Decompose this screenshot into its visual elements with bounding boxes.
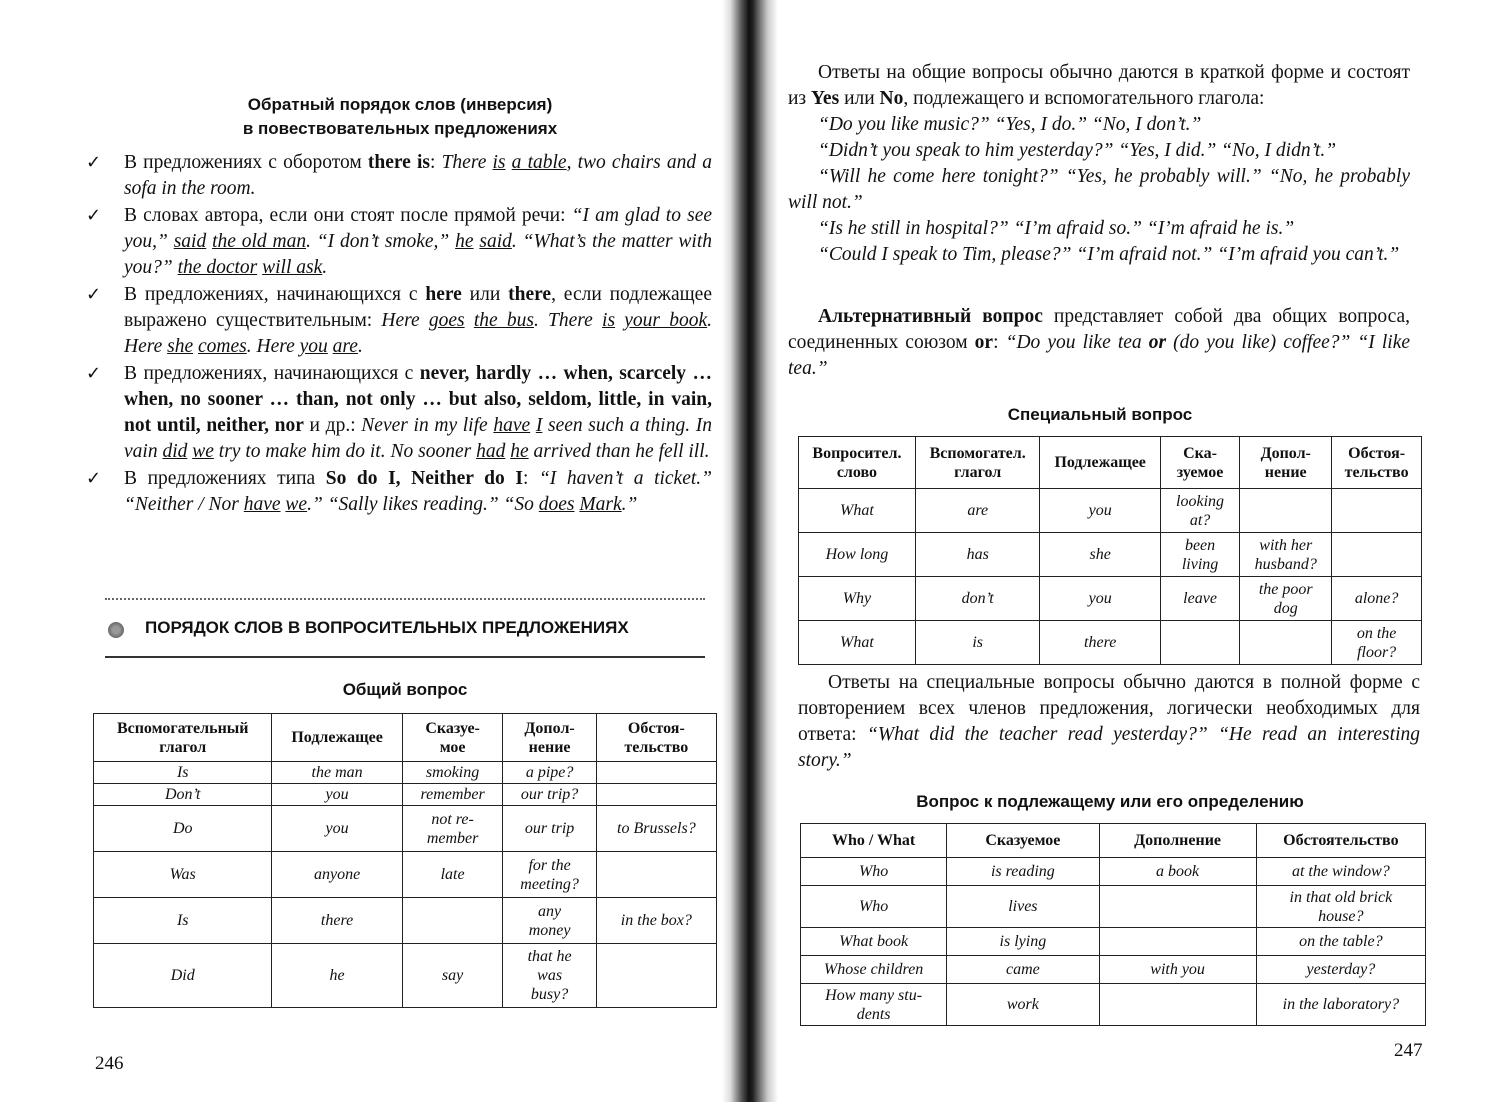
table-cell: you xyxy=(1040,489,1160,533)
table-row xyxy=(801,984,1426,1026)
checkmark-icon: ✓ xyxy=(86,284,102,305)
checkmark-icon: ✓ xyxy=(86,468,102,489)
text-run: she xyxy=(167,336,194,357)
text-run: he xyxy=(455,231,474,252)
table-cell: in the box? xyxy=(596,898,716,944)
table-cell: Was xyxy=(94,852,272,898)
text-run: you xyxy=(299,336,328,357)
table-cell: yesterday? xyxy=(1256,956,1425,984)
table-cell: leave xyxy=(1160,577,1239,621)
example-dialogue: “Is he still in hospital?” “I’m afraid so.” “I’m afraid he is.” xyxy=(818,218,1295,239)
text-run: представляет собой два общих вопроса, соединенных союзом xyxy=(788,306,1410,353)
table-cell: came xyxy=(947,956,1099,984)
table-cell: you xyxy=(272,784,402,806)
special-question-title: Специальный вопрос xyxy=(1007,405,1193,424)
text-run: said xyxy=(479,231,512,252)
table-cell: How many stu- dents xyxy=(801,984,947,1026)
table-cell xyxy=(1332,533,1422,577)
table-cell: our trip? xyxy=(503,784,596,806)
page-number-left: 246 xyxy=(95,1053,124,1074)
text-run: is xyxy=(602,310,616,331)
inversion-heading-line2: в повествовательных предложениях xyxy=(242,119,558,138)
table-cell: that he was busy? xyxy=(503,944,596,1008)
text-run: .” “Sally likes reading.” “So xyxy=(307,494,539,515)
table-cell: is lying xyxy=(947,928,1099,956)
table-cell: you xyxy=(272,806,402,852)
inversion-heading-line1: Обратный порядок слов (инверсия) xyxy=(247,95,553,114)
inversion-heading xyxy=(120,93,680,141)
text-run: , two chairs and a sofa in the room. xyxy=(124,152,712,199)
text-run: had xyxy=(476,441,506,462)
column-header: Обстоя- тельство xyxy=(1332,437,1422,489)
table-cell: the poor dog xyxy=(1240,577,1332,621)
text-run: “Do you like tea xyxy=(1005,332,1149,353)
table-row xyxy=(801,886,1426,928)
text-run: (do you like) coffee?” “I like tea.” xyxy=(788,332,1411,379)
text-run: is xyxy=(492,152,506,173)
table-cell: How long xyxy=(799,533,916,577)
table-cell xyxy=(1332,489,1422,533)
example-dialogue: “Do you like music?” “Yes, I do.” “No, I don’t.” xyxy=(818,114,1202,135)
solid-rule xyxy=(105,656,705,658)
text-run: В предложениях, начинающихся с xyxy=(124,284,426,305)
inversion-rule-item xyxy=(80,466,712,518)
column-header: Подлежащее xyxy=(1040,437,1160,489)
text-run: a table xyxy=(511,152,567,173)
table-cell: in the laboratory? xyxy=(1256,984,1425,1026)
inversion-rule-item xyxy=(80,361,712,465)
alternative-question-block xyxy=(788,304,1410,382)
table-row xyxy=(801,956,1426,984)
subject-question-title: Вопрос к подлежащему или его определению xyxy=(916,792,1304,811)
table-cell: with her husband? xyxy=(1240,533,1332,577)
table-row xyxy=(799,489,1422,533)
inversion-rule-item xyxy=(80,282,712,360)
inversion-rule-item xyxy=(80,203,712,281)
table-cell: smoking xyxy=(402,762,503,784)
table-cell: he xyxy=(272,944,402,1008)
text-run: goes xyxy=(428,310,465,331)
text-run: Yes xyxy=(811,88,840,109)
text-run: seen such a thing. In vain xyxy=(124,415,713,462)
inversion-rules-list xyxy=(80,150,712,519)
text-run: : xyxy=(993,332,1006,353)
text-run: В предложениях, начинающихся с xyxy=(124,363,420,384)
text-run: No xyxy=(879,88,904,109)
special-answers-block xyxy=(798,670,1420,774)
text-run: “I haven’t a ticket.” “Neither / Nor xyxy=(124,468,713,515)
text-run: I xyxy=(535,415,543,436)
table-cell: What xyxy=(799,621,916,665)
table-row xyxy=(94,762,717,784)
table-row xyxy=(799,621,1422,665)
table-cell: in that old brick house? xyxy=(1256,886,1425,928)
table-cell: Who xyxy=(801,886,947,928)
text-run: . “What’s the matter with you?” xyxy=(124,231,713,278)
alternative-question-paragraph xyxy=(788,304,1410,382)
text-run: и др.: xyxy=(303,415,362,436)
table-cell: the man xyxy=(272,762,402,784)
section-bullet-icon xyxy=(108,622,124,638)
special-answers-paragraph xyxy=(798,670,1420,774)
text-run: or xyxy=(974,332,994,353)
table-cell: is reading xyxy=(947,858,1099,886)
text-run: Mark xyxy=(579,494,622,515)
section-header xyxy=(105,598,705,658)
table-cell xyxy=(596,784,716,806)
text-run: will ask xyxy=(262,257,323,278)
table-row xyxy=(94,944,717,1008)
short-answers-block xyxy=(788,60,1410,268)
example-dialogue: “Didn’t you speak to him yesterday?” “Yes, I did.” “No, I didn’t.” xyxy=(818,140,1337,161)
table-cell: anyone xyxy=(272,852,402,898)
short-answer-examples xyxy=(788,112,1410,268)
table-cell: our trip xyxy=(503,806,596,852)
example-dialogue: “Will he come here tonight?” “Yes, he probably will.” “No, he probably will not.” xyxy=(788,166,1410,213)
table-cell: Do xyxy=(94,806,272,852)
table-cell: Is xyxy=(94,898,272,944)
text-run: are xyxy=(332,336,358,357)
short-answers-paragraph xyxy=(788,60,1410,112)
table-cell: Don’t xyxy=(94,784,272,806)
table-cell: with you xyxy=(1099,956,1256,984)
text-run: he xyxy=(510,441,529,462)
checkmark-icon: ✓ xyxy=(86,205,102,226)
text-run: . xyxy=(322,257,328,278)
inversion-rule-item xyxy=(80,150,712,202)
text-run: There xyxy=(441,152,493,173)
text-run: said xyxy=(173,231,207,252)
table-row xyxy=(94,852,717,898)
table-cell: at the window? xyxy=(1256,858,1425,886)
table-cell: on the table? xyxy=(1256,928,1425,956)
example-dialogue: “Could I speak to Tim, please?” “I’m afraid not.” “I’m afraid you can’t.” xyxy=(818,244,1400,265)
table-cell xyxy=(1099,886,1256,928)
general-question-title: Общий вопрос xyxy=(342,680,468,699)
column-header: Вопросител. слово xyxy=(799,437,916,489)
text-run: В словах автора, если они стоят после прямой речи: xyxy=(124,205,572,226)
table-cell: for the meeting? xyxy=(503,852,596,898)
table-cell xyxy=(596,852,716,898)
text-run: here xyxy=(425,284,462,305)
text-run: .” xyxy=(621,494,638,515)
text-run: we xyxy=(285,494,308,515)
text-run xyxy=(615,310,624,331)
table-cell: been living xyxy=(1160,533,1239,577)
text-run: . Here xyxy=(124,310,712,357)
table-cell: work xyxy=(947,984,1099,1026)
table-cell xyxy=(1160,621,1239,665)
table-cell: is xyxy=(915,621,1040,665)
text-run: does xyxy=(538,494,575,515)
text-run: . There xyxy=(533,310,603,331)
table-cell: Why xyxy=(799,577,916,621)
table-cell: don’t xyxy=(915,577,1040,621)
table-row xyxy=(799,533,1422,577)
text-run: В предложениях с оборотом xyxy=(124,152,368,173)
table-cell: any money xyxy=(503,898,596,944)
text-run: the old man xyxy=(212,231,307,252)
table-cell: What book xyxy=(801,928,947,956)
column-header: Сказуемое xyxy=(947,824,1099,858)
table-row xyxy=(799,577,1422,621)
checkmark-icon: ✓ xyxy=(86,152,102,173)
text-run: So do I, Neither do I xyxy=(325,468,523,489)
table-cell: looking at? xyxy=(1160,489,1239,533)
text-run: did xyxy=(162,441,188,462)
table-cell: late xyxy=(402,852,503,898)
text-run: your book xyxy=(624,310,708,331)
table-row xyxy=(801,928,1426,956)
text-run: : xyxy=(522,468,539,489)
table-row xyxy=(801,858,1426,886)
special-question-table xyxy=(798,436,1422,665)
column-header: Допол- нение xyxy=(1240,437,1332,489)
text-run: arrived than he fell ill. xyxy=(528,441,710,462)
text-run: the bus xyxy=(473,310,534,331)
text-run: there xyxy=(508,284,552,305)
text-run: В предложениях типа xyxy=(124,468,326,489)
table-cell xyxy=(1099,928,1256,956)
text-run: или xyxy=(461,284,509,305)
column-header: Обстоятельство xyxy=(1256,824,1425,858)
table-row xyxy=(94,784,717,806)
general-question-table xyxy=(93,713,717,1008)
text-run: comes xyxy=(198,336,247,357)
table-cell: she xyxy=(1040,533,1160,577)
text-run: : xyxy=(430,152,442,173)
table-cell: a pipe? xyxy=(503,762,596,784)
text-run xyxy=(465,310,474,331)
text-run: Ответы на специальные вопросы обычно даются в полной форме с повторением всех членов предложения, логически необходимых для ответа: xyxy=(798,672,1420,745)
table-cell xyxy=(596,762,716,784)
table-cell: lives xyxy=(947,886,1099,928)
table-cell: Did xyxy=(94,944,272,1008)
table-cell: has xyxy=(915,533,1040,577)
table-cell: there xyxy=(272,898,402,944)
table-cell xyxy=(596,944,716,1008)
dotted-rule xyxy=(105,598,705,600)
text-run: there is xyxy=(367,152,430,173)
table-cell: on the floor? xyxy=(1332,621,1422,665)
table-cell xyxy=(1099,984,1256,1026)
text-run: try to make him do it. No sooner xyxy=(213,441,477,462)
text-run: or xyxy=(1148,332,1167,353)
text-run: Альтернативный вопрос xyxy=(818,306,1043,327)
table-cell: are xyxy=(915,489,1040,533)
table-cell xyxy=(1240,489,1332,533)
column-header: Допол- нение xyxy=(503,714,596,762)
right-page xyxy=(760,0,1510,1102)
table-cell: you xyxy=(1040,577,1160,621)
table-cell: What xyxy=(799,489,916,533)
column-header: Who / What xyxy=(801,824,947,858)
text-run: have xyxy=(243,494,281,515)
text-run: have xyxy=(493,415,531,436)
section-title: ПОРЯДОК СЛОВ В ВОПРОСИТЕЛЬНЫХ ПРЕДЛОЖЕНИЯХ xyxy=(145,618,629,637)
column-header: Обстоя- тельство xyxy=(596,714,716,762)
table-cell: alone? xyxy=(1332,577,1422,621)
table-row xyxy=(94,898,717,944)
column-header: Сказуе- мое xyxy=(402,714,503,762)
column-header: Вспомогательный глагол xyxy=(94,714,272,762)
table-cell xyxy=(402,898,503,944)
table-cell: there xyxy=(1040,621,1160,665)
table-row xyxy=(94,806,717,852)
text-run: “What did the teacher read yesterday?” “He read an interesting story.” xyxy=(798,724,1420,771)
text-run: . xyxy=(357,336,363,357)
text-run: “I am glad to see you,” xyxy=(124,205,713,252)
text-run: Ответы на общие вопросы обычно даются в краткой форме и состоят из xyxy=(788,62,1410,109)
checkmark-icon: ✓ xyxy=(86,363,102,384)
table-cell: Who xyxy=(801,858,947,886)
page-number-right: 247 xyxy=(1394,1040,1423,1061)
text-run: или xyxy=(839,88,880,109)
column-header: Подлежащее xyxy=(272,714,402,762)
text-run: Here xyxy=(381,310,429,331)
text-run: , подлежащего и вспомогательного глагола: xyxy=(903,88,1265,109)
text-run: . “I don’t smoke,” xyxy=(306,231,456,252)
table-cell: Whose children xyxy=(801,956,947,984)
text-run: . Here xyxy=(246,336,300,357)
text-run: Never in my life xyxy=(361,415,494,436)
table-cell: a book xyxy=(1099,858,1256,886)
table-cell: not re- member xyxy=(402,806,503,852)
column-header: Вспомогател. глагол xyxy=(915,437,1040,489)
text-run: the doctor xyxy=(177,257,258,278)
table-cell: say xyxy=(402,944,503,1008)
text-run: , если подлежащее выражено существительным: xyxy=(124,284,712,331)
table-cell: to Brussels? xyxy=(596,806,716,852)
table-cell: Is xyxy=(94,762,272,784)
text-run: never, hardly … when, scarcely … when, no sooner … than, not only … but also, seldom, little, in vain, not until, neither, nor xyxy=(124,363,712,436)
table-cell xyxy=(1240,621,1332,665)
table-cell: remember xyxy=(402,784,503,806)
left-page xyxy=(0,0,740,1102)
column-header: Дополнение xyxy=(1099,824,1256,858)
text-run: we xyxy=(192,441,214,462)
subject-question-table xyxy=(800,823,1426,1026)
column-header: Ска- зуемое xyxy=(1160,437,1239,489)
